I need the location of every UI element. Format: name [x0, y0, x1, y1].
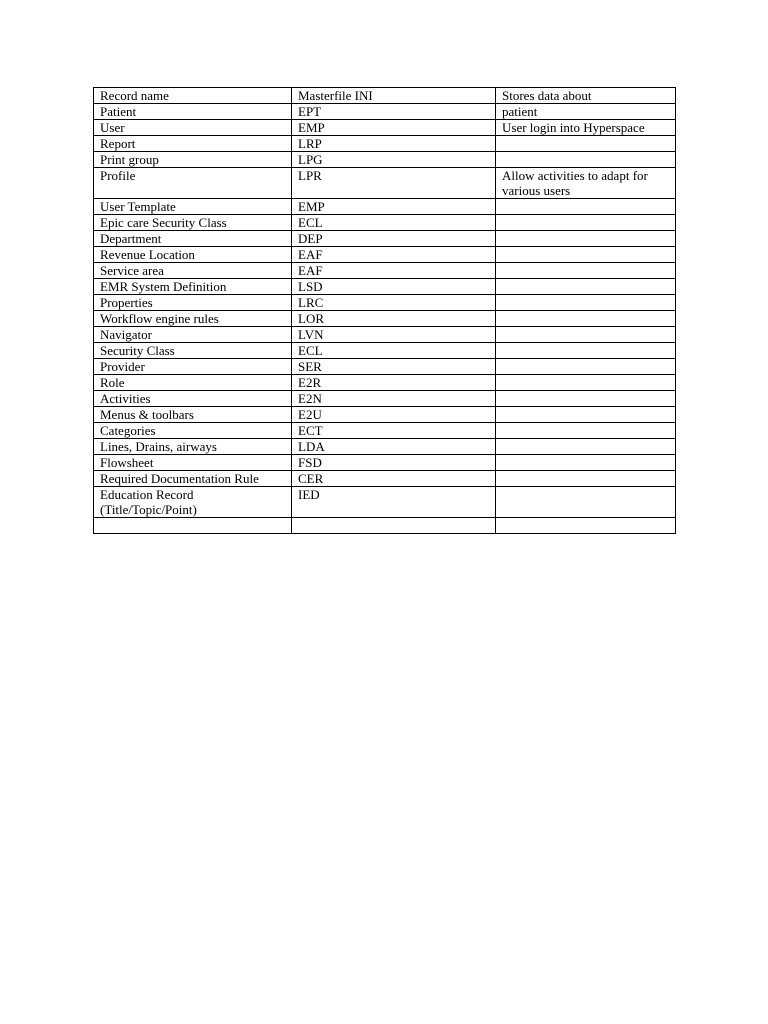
record-name-cell: Required Documentation Rule	[94, 471, 292, 487]
table-row	[94, 152, 676, 168]
table-row	[94, 327, 676, 343]
table-row	[94, 136, 676, 152]
masterfile-ini-cell: LPR	[292, 168, 496, 199]
table-row	[94, 279, 676, 295]
record-name-cell: EMR System Definition	[94, 279, 292, 295]
record-name-cell: Education Record (Title/Topic/Point)	[94, 487, 292, 518]
masterfile-ini-cell: E2N	[292, 391, 496, 407]
masterfile-ini-cell: EMP	[292, 120, 496, 136]
masterfile-ini-cell: DEP	[292, 231, 496, 247]
masterfile-ini-cell: ECL	[292, 343, 496, 359]
table-row	[94, 311, 676, 327]
record-name-cell: Profile	[94, 168, 292, 199]
stores-data-cell	[496, 295, 676, 311]
stores-data-cell	[496, 375, 676, 391]
stores-data-cell	[496, 423, 676, 439]
header-cell-record-name: Record name	[94, 88, 292, 104]
table-header-row	[94, 88, 676, 104]
masterfile-ini-cell: LSD	[292, 279, 496, 295]
stores-data-cell	[496, 439, 676, 455]
stores-data-cell	[496, 471, 676, 487]
stores-data-cell: patient	[496, 104, 676, 120]
stores-data-cell	[496, 327, 676, 343]
stores-data-cell	[496, 279, 676, 295]
stores-data-cell	[496, 152, 676, 168]
masterfile-ini-cell: EAF	[292, 247, 496, 263]
table-row	[94, 471, 676, 487]
table-row	[94, 359, 676, 375]
record-name-cell: Navigator	[94, 327, 292, 343]
masterfile-ini-cell: SER	[292, 359, 496, 375]
masterfile-ini-cell: EPT	[292, 104, 496, 120]
record-name-cell: Print group	[94, 152, 292, 168]
record-name-cell: Department	[94, 231, 292, 247]
header-cell-masterfile-ini: Masterfile INI	[292, 88, 496, 104]
masterfile-ini-cell: LOR	[292, 311, 496, 327]
stores-data-cell	[496, 231, 676, 247]
table-row	[94, 231, 676, 247]
masterfile-ini-cell: LRC	[292, 295, 496, 311]
masterfile-ini-cell: FSD	[292, 455, 496, 471]
table-row	[94, 391, 676, 407]
record-name-cell: Provider	[94, 359, 292, 375]
record-name-cell: Menus & toolbars	[94, 407, 292, 423]
table-row	[94, 215, 676, 231]
table-row	[94, 247, 676, 263]
stores-data-cell	[496, 199, 676, 215]
record-name-cell: Patient	[94, 104, 292, 120]
records-table	[93, 87, 676, 534]
masterfile-ini-cell	[292, 518, 496, 534]
stores-data-cell	[496, 311, 676, 327]
table-row	[94, 263, 676, 279]
stores-data-cell	[496, 487, 676, 518]
masterfile-ini-cell: LRP	[292, 136, 496, 152]
table-row	[94, 487, 676, 518]
record-name-cell	[94, 518, 292, 534]
masterfile-ini-cell: LPG	[292, 152, 496, 168]
record-name-cell: Lines, Drains, airways	[94, 439, 292, 455]
table-row	[94, 407, 676, 423]
table-row	[94, 343, 676, 359]
masterfile-ini-cell: E2R	[292, 375, 496, 391]
record-name-cell: Workflow engine rules	[94, 311, 292, 327]
record-name-cell: User	[94, 120, 292, 136]
stores-data-cell	[496, 136, 676, 152]
record-name-cell: Security Class	[94, 343, 292, 359]
record-name-cell: Revenue Location	[94, 247, 292, 263]
table-row	[94, 295, 676, 311]
table-row	[94, 455, 676, 471]
table-row	[94, 518, 676, 534]
stores-data-cell: User login into Hyperspace	[496, 120, 676, 136]
stores-data-cell	[496, 263, 676, 279]
table-row	[94, 375, 676, 391]
table-row	[94, 168, 676, 199]
record-name-cell: Role	[94, 375, 292, 391]
masterfile-ini-cell: E2U	[292, 407, 496, 423]
record-name-cell: Flowsheet	[94, 455, 292, 471]
stores-data-cell	[496, 359, 676, 375]
record-name-cell: User Template	[94, 199, 292, 215]
masterfile-ini-cell: LDA	[292, 439, 496, 455]
stores-data-cell	[496, 407, 676, 423]
table-row	[94, 439, 676, 455]
record-name-cell: Categories	[94, 423, 292, 439]
masterfile-ini-cell: EMP	[292, 199, 496, 215]
stores-data-cell	[496, 518, 676, 534]
stores-data-cell	[496, 215, 676, 231]
record-name-cell: Epic care Security Class	[94, 215, 292, 231]
table-row	[94, 120, 676, 136]
masterfile-ini-cell: ECL	[292, 215, 496, 231]
stores-data-cell	[496, 391, 676, 407]
table-row	[94, 199, 676, 215]
masterfile-ini-cell: EAF	[292, 263, 496, 279]
table-row	[94, 423, 676, 439]
header-cell-stores-data-about: Stores data about	[496, 88, 676, 104]
record-name-cell: Report	[94, 136, 292, 152]
masterfile-ini-cell: CER	[292, 471, 496, 487]
stores-data-cell	[496, 343, 676, 359]
records-table-body	[94, 88, 676, 534]
record-name-cell: Activities	[94, 391, 292, 407]
stores-data-cell: Allow activities to adapt for various users	[496, 168, 676, 199]
record-name-cell: Service area	[94, 263, 292, 279]
stores-data-cell	[496, 247, 676, 263]
masterfile-ini-cell: IED	[292, 487, 496, 518]
masterfile-ini-cell: LVN	[292, 327, 496, 343]
table-row	[94, 104, 676, 120]
masterfile-ini-cell: ECT	[292, 423, 496, 439]
record-name-cell: Properties	[94, 295, 292, 311]
stores-data-cell	[496, 455, 676, 471]
